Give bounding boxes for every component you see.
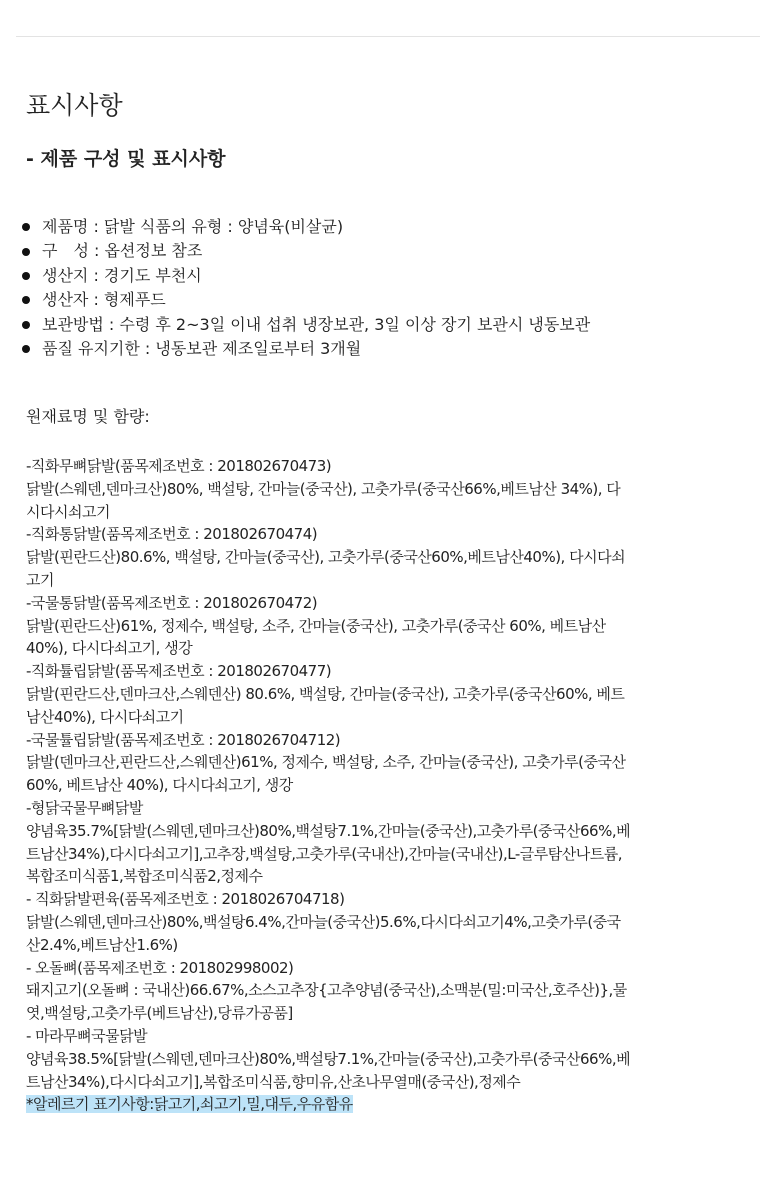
ingredient-line: 60%, 베트남산 40%), 다시다쇠고기, 생강 [26,776,293,795]
ingredient-line: 닭발(스웨덴,덴마크산)80%, 백설탕, 간마늘(중국산), 고춧가루(중국산66%,베트남산 34%), 다 [26,479,621,498]
ingredient-line: 돼지고기(오돌뼈 : 국내산)66.67%,소스고추장{고추양념(중국산),소맥분(밀:미국산,호주산)},물 [26,981,627,1000]
ingredient-line: -국물통닭발(품목제조번호 : 201802670472) [26,593,318,612]
allergy-note-line [26,1093,764,1116]
ingredient-line: - 오돌뼈(품목제조번호 : 201802998002) [26,958,294,977]
allergy-note: *알레르기 표기사항:닭고기,쇠고기,밀,대두,우유함유 [26,1095,353,1114]
bullet-icon [22,345,30,353]
spec-item-product-name: 제품명 : 닭발 식품의 유형 : 양념육(비살균) [20,215,590,239]
ingredient-line: -직화무뼈닭발(품목제조번호 : 201802670473) [26,457,332,475]
product-spec-list [20,215,590,361]
ingredient-line: 고기 [26,570,54,589]
ingredient-line: 시다시쇠고기 [26,502,110,521]
spec-item-shelf-life: 품질 유지기한 : 냉동보관 제조일로부터 3개월 [20,337,590,361]
ingredient-line: 닭발(덴마크산,핀란드산,스웨덴산)61%, 정제수, 백설탕, 소주, 간마늘(중국산), 고춧가루(중국산 [26,753,626,772]
bullet-icon [22,223,30,231]
ingredient-line: 닭발(핀란드산)80.6%, 백설탕, 간마늘(중국산), 고춧가루(중국산60%,베트남산40%), 다시다쇠 [26,548,626,567]
ingredient-line: 닭발(핀란드산,덴마크산,스웨덴산) 80.6%, 백설탕, 간마늘(중국산), 고춧가루(중국산60%, 베트 [26,684,625,703]
ingredient-line: 40%), 다시다쇠고기, 생강 [26,639,193,658]
ingredient-line: 엿,백설탕,고춧가루(베트남산),당류가공품] [26,1004,293,1023]
ingredient-line: 남산40%), 다시다쇠고기 [26,707,184,726]
ingredient-line: 양념육38.5%[닭발(스웨덴,덴마크산)80%,백설탕7.1%,간마늘(중국산),고춧가루(중국산66%,베 [26,1049,631,1068]
bullet-icon [22,296,30,304]
spec-item-composition: 구 성 : 옵션정보 참조 [20,239,590,263]
ingredient-line: - 마라무뼈국물닭발 [26,1026,148,1045]
spec-item-origin: 생산지 : 경기도 부천시 [20,264,590,288]
ingredient-line: -국물튤립닭발(품목제조번호 : 2018026704712) [26,730,341,749]
bullet-icon [22,248,30,256]
ingredient-line: 산2.4%,베트남산1.6%) [26,935,178,954]
ingredient-line: 닭발(핀란드산)61%, 정제수, 백설탕, 소주, 간마늘(중국산), 고춧가루(중국산 60%, 베트남산 [26,616,606,635]
ingredient-line: - 직화닭발편육(품목제조번호 : 201802670471​8) [26,890,345,909]
bullet-icon [22,321,30,329]
top-divider [16,36,760,37]
ingredient-line: 양념육35.7%[닭발(스웨덴,덴마크산)80%,백설탕7.1%,간마늘(중국산),고춧가루(중국산66%,베 [26,821,631,840]
ingredient-line: -직화통닭발(품목제조번호 : 201802670474) [26,525,318,544]
ingredient-line: 닭발(스웨덴,덴마크산)80%,백설탕6.4%,간마늘(중국산)5.6%,다시다쇠고기4%,고춧가루(중국 [26,912,621,931]
ingredient-line: 복합조미식품1,복합조미식품2,정제수 [26,867,263,886]
page-title: 표시사항 [26,91,123,120]
ingredient-line: 트남산34%),다시다쇠고기],복합조미식품,향미유,산초나무열매(중국산),정제수 [26,1072,521,1091]
bullet-icon [22,272,30,280]
ingredients-title: 원재료명 및 함량: [26,407,150,426]
ingredient-line: -직화튤립닭발(품목제조번호 : 201802670477) [26,662,332,681]
section-title: - 제품 구성 및 표시사항 [26,148,226,170]
spec-item-producer: 생산자 : 형제푸드 [20,288,590,312]
spec-item-storage: 보관방법 : 수령 후 2~3일 이내 섭취 냉장보관, 3일 이상 장기 보관시 냉동보관 [20,313,590,337]
ingredient-line: -형닭국물무뼈닭발 [26,798,143,817]
ingredients-block [26,455,764,1116]
ingredient-line: 트남산34%),다시다쇠고기],고추장,백설탕,고춧가루(국내산),간마늘(국내산),L-글루탐산나트륨, [26,844,622,863]
